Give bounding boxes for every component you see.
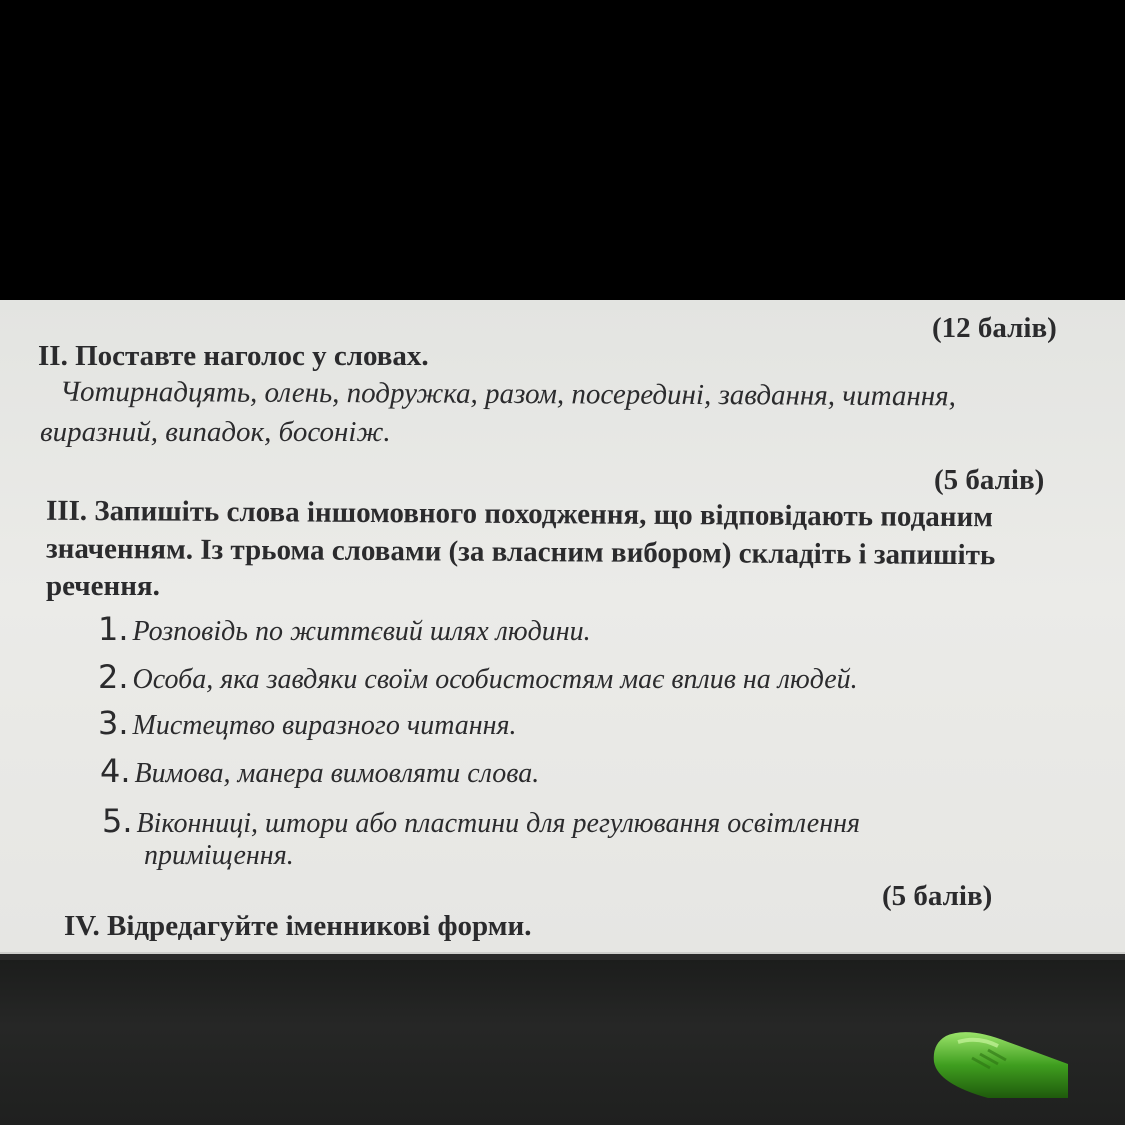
list-item bbox=[98, 704, 517, 742]
section3-title-line1: III. Запишіть слова іншомовного походження, що відповідають поданим bbox=[45, 494, 994, 534]
green-marker-icon bbox=[928, 1028, 1068, 1098]
list-item-number: 1. bbox=[98, 610, 129, 648]
section4-points: (5 балів) bbox=[882, 880, 993, 912]
list-item-text: Мистецтво виразного читання. bbox=[132, 710, 517, 741]
list-item-number: 5. bbox=[102, 802, 133, 840]
list-item-number: 2. bbox=[98, 658, 129, 696]
list-item-text: Вимова, манера вимовляти слова. bbox=[134, 758, 540, 789]
section2-points: (12 балів) bbox=[932, 312, 1057, 344]
list-item-text: Розповідь по життєвий шлях людини. bbox=[132, 616, 591, 647]
list-item bbox=[98, 658, 858, 696]
list-item-number: 4. bbox=[100, 752, 131, 790]
section3-points: (5 балів) bbox=[934, 464, 1045, 496]
list-item-number: 3. bbox=[98, 704, 129, 742]
section4-title: IV. Відредагуйте іменникові форми. bbox=[64, 910, 532, 942]
section3-title-line3: речення. bbox=[46, 570, 160, 602]
section3-title-line2: значенням. Із трьома словами (за власним вибором) складіть і запишіть bbox=[45, 532, 996, 572]
list-item bbox=[100, 752, 539, 790]
section2-words-line2: виразний, випадок, босоніж. bbox=[40, 416, 391, 448]
section2-title: II. Поставте наголос у словах. bbox=[38, 340, 429, 372]
list-item bbox=[98, 610, 591, 648]
list-item-text: Віконниці, штори або пластини для регулювання освітлення bbox=[136, 808, 861, 839]
dark-background bbox=[0, 0, 1125, 300]
list-item-text-continued: приміщення. bbox=[144, 840, 294, 871]
list-item-text: Особа, яка завдяки своїм особистостям має вплив на людей. bbox=[132, 664, 858, 695]
document-screen bbox=[0, 300, 1125, 956]
section2-words-line1: Чотирнадцять, олень, подружка, разом, посередині, завдання, читання, bbox=[59, 375, 957, 413]
list-item bbox=[102, 802, 860, 840]
